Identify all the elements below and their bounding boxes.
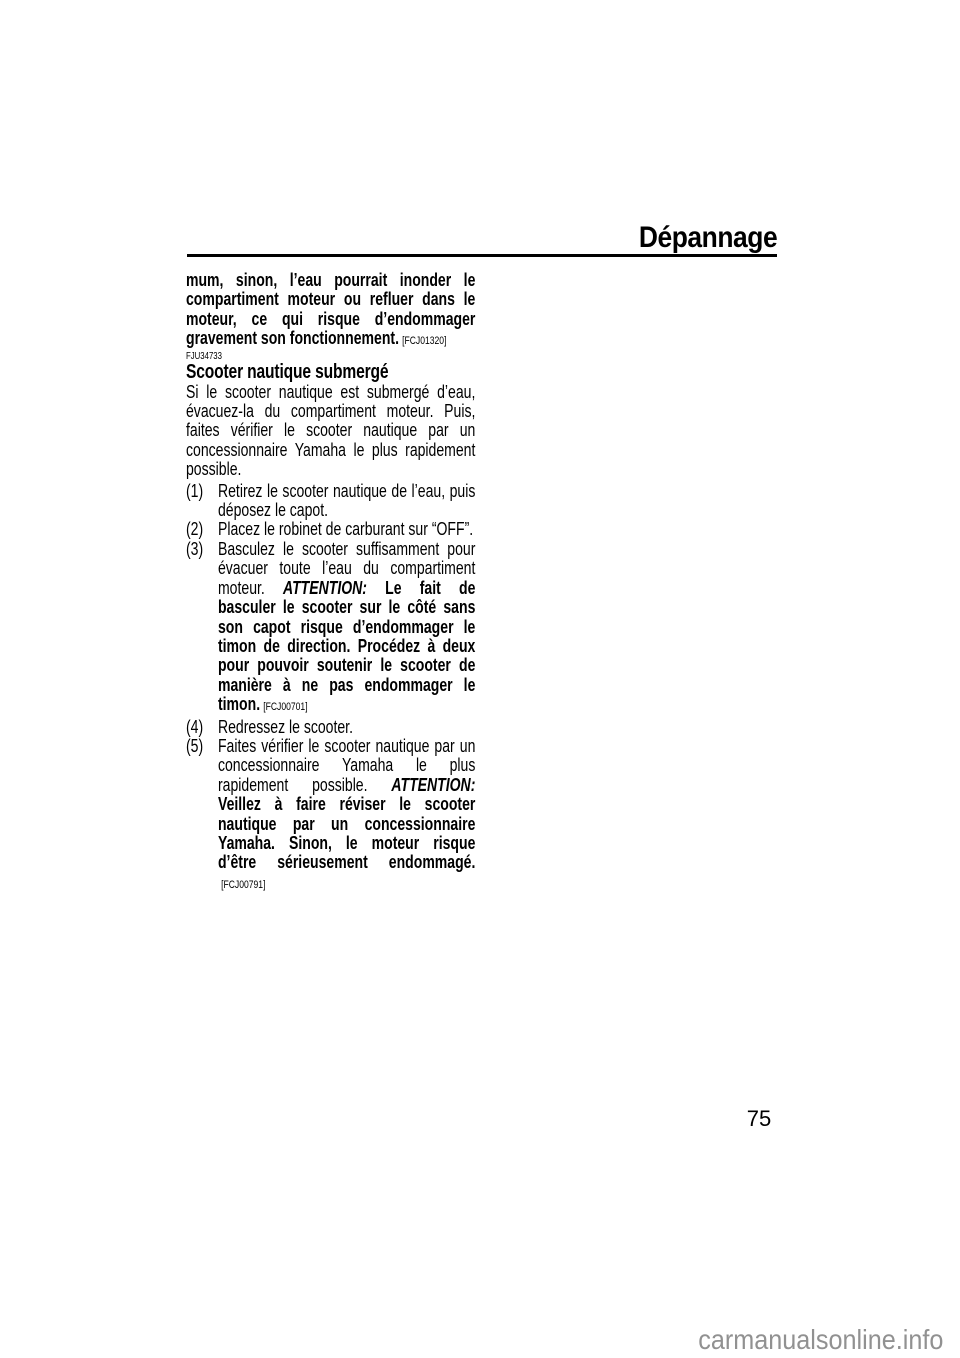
intro-ref-code: [FCJ01320] <box>402 335 447 348</box>
section-ref-code: FJU34733 <box>186 350 222 362</box>
step-text: Faites vérifier le scooter nautique par un concessionnaire Yamaha le plus rapidement possible. <box>217 735 476 795</box>
intro-paragraph <box>186 271 475 352</box>
attention-label: ATTENTION: <box>391 774 476 795</box>
step-item-5 <box>186 737 475 895</box>
watermark-text: carmanualsonline.info <box>697 1324 943 1355</box>
content-column <box>186 271 475 895</box>
page-header-title: Dépannage <box>638 221 777 254</box>
step-number: (4) <box>186 716 204 737</box>
page-number: 75 <box>746 1106 772 1131</box>
attention-label: ATTENTION: <box>283 577 367 598</box>
step-item-1 <box>186 482 475 521</box>
step-text: Placez le robinet de carburant sur “OFF”. <box>217 519 474 540</box>
attention-text: Veillez à faire réviser le scooter nautique par un concessionnaire Yamaha. Sinon, le moteur risque d’être sérieusement endommagé. <box>217 794 476 873</box>
page-header <box>187 221 777 257</box>
intro-text: mum, sinon, l’eau pourrait inonder le compartiment moteur ou refluer dans le moteur, ce qui risque d’endommager gravement son fonctionnement. <box>186 270 476 349</box>
step-number: (5) <box>186 735 204 756</box>
step-text: Redressez le scooter. <box>217 716 353 737</box>
section-title: Scooter nautique submergé <box>186 360 389 383</box>
step-text: Retirez le scooter nautique de l’eau, puis déposez le capot. <box>217 480 476 521</box>
step-item-4 <box>186 718 475 737</box>
attention-text: Le fait de basculer le scooter sur le côté sans son capot risque d’endommager le timon de direction. Procédez à deux pour pouvoir soutenir le scooter de manière à ne pas endommager le timon. <box>217 577 476 715</box>
step-number: (2) <box>186 519 204 540</box>
steps-list <box>186 482 475 896</box>
step-number: (1) <box>186 480 204 501</box>
step-ref-code: [FCJ00701] <box>263 701 308 714</box>
section-paragraph: Si le scooter nautique est submergé d’eau, évacuez-la du compartiment moteur. Puis, faites vérifier le scooter nautique par un concessionnaire Yamaha le plus rapidement possible. <box>186 381 476 480</box>
step-item-2 <box>186 520 475 539</box>
step-text: Basculez le scooter suffisamment pour évacuer toute l’eau du compartiment moteur. <box>217 538 476 598</box>
step-ref-code: [FCJ00791] <box>221 878 266 891</box>
step-number: (3) <box>186 538 204 559</box>
step-item-3 <box>186 540 475 718</box>
